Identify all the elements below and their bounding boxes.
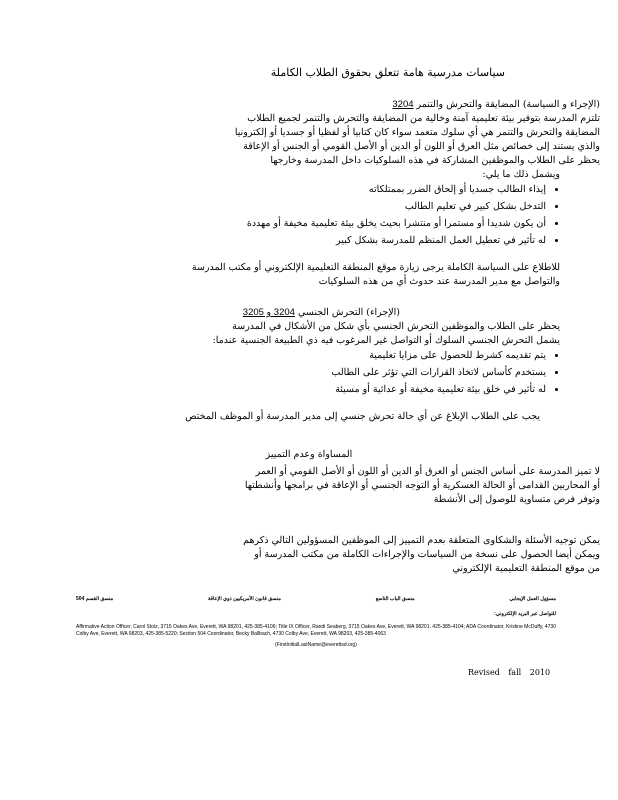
paragraph: أو المحاربين القدامى أو الحالة العسكرية أو التوجه الجنسي أو الإعاقة في برامجها وأنشطتها [244, 480, 600, 491]
heading-text: (الإجراء) التحرش الجنسي [297, 307, 400, 318]
paragraph: والذي يستند إلى خصائص مثل العرق أو اللون أو الدين أو الأصل القومي أو الجنس أو الإعاقة [243, 141, 600, 152]
contacts-footer [76, 596, 556, 649]
section-heading: المساواة وعدم التمييز [265, 449, 353, 460]
paragraph: ويمكن أيضا الحصول على نسخة من السياسات والإجراءات الكاملة من مكتب المدرسة أو [254, 549, 600, 560]
paragraph: يشمل التحرش الجنسي السلوك أو التواصل غير المرغوب فيه ذي الطبيعة الجنسية عندما: [212, 335, 560, 346]
list-item: • إيذاء الطالب جسديا أو إلحاق الضرر بممتلكاته [18, 183, 546, 196]
contact-roles-row [76, 596, 556, 603]
paragraph: للاطلاع على السياسة الكاملة يرجى زيارة موقع المنطقة التعليمية الإلكتروني أو مكتب المدرسة [191, 262, 560, 273]
list-item: • يستخدم كأساس لاتخاذ القرارات التي تؤثر على الطالب [18, 366, 546, 379]
contact-role: منسق قانون الأمريكيين ذوي الإعاقة [207, 596, 281, 602]
list-item: • التدخل بشكل كبير في تعليم الطالب [18, 200, 546, 213]
revision-date: Revised fall 2010 [468, 668, 551, 677]
section-heading [18, 98, 600, 111]
section-heading [18, 306, 400, 319]
section-contacts-intro [18, 534, 600, 576]
heading-text: (الإجراء و السياسة) المضايقة والتحرش والتنمر [416, 99, 600, 110]
paragraph: يحظر على الطلاب والموظفين التحرش الجنسي بأي شكل من الأشكال في المدرسة [232, 321, 560, 332]
paragraph: تلتزم المدرسة بتوفير بيئة تعليمية آمنة وخالية من المضايقة والتحرش والتنمر لجميع الطلاب [247, 113, 600, 124]
list-item: • له تأثير في تعطيل العمل المنظم للمدرسة بشكل كبير [18, 234, 546, 247]
paragraph: ويشمل ذلك ما يلي: [482, 169, 560, 180]
paragraph: المضايقة والتحرش والتنمر هي أي سلوك متعمد سواء كان كتابيا أو لفظيا أو جسديا أو إلكترونيا [234, 127, 600, 138]
contact-role: منسق الباب التاسع [375, 596, 415, 602]
policy-reference: 3204 و 3205 [242, 307, 295, 318]
bullet-list [18, 183, 560, 247]
contact-role: منسق القسم 504 [76, 596, 114, 602]
section-nondiscrimination [18, 448, 600, 507]
paragraph: يمكن توجيه الأسئلة والشكاوى المتعلقة بعدم التمييز إلى الموظفين المسؤولين التالي ذكرهم [243, 535, 600, 546]
list-item: • يتم تقديمه كشرط للحصول على مزايا تعليمية [18, 349, 546, 362]
policy-reference: 3204 [392, 99, 414, 110]
email-note: للتواصل عبر البريد الإلكتروني: [494, 611, 556, 617]
section-sexual-harassment [18, 306, 600, 424]
bullet-list [18, 349, 560, 396]
paragraph: يجب على الطلاب الإبلاغ عن أي حالة تحرش جنسي إلى مدير المدرسة أو الموظف المختص [185, 411, 540, 422]
list-item: • أن يكون شديدا أو مستمرا أو منتشرا بحيث يخلق بيئة تعليمية مخيفة أو مهددة [18, 217, 546, 230]
paragraph: والتواصل مع مدير المدرسة عند حدوث أي من هذه السلوكيات [318, 276, 560, 287]
contact-role: مسؤول العمل الإيجابي [509, 596, 556, 602]
paragraph: وتوفر فرص متساوية للوصول إلى الأنشطة [433, 494, 600, 505]
paragraph: يحظر على الطلاب والموظفين المشاركة في هذه السلوكيات داخل المدرسة وخارجها [270, 155, 600, 166]
contacts-english: Affirmative Action Officer, Carol Stolz, 3715 Oakes Ave, Everett, WA 98201, 425-385-4106; Title IX Officer, Randi Seaberg, 3715 Oakes Ave, Everett, WA 98201, 425-385-4104; ADA Coordinator, Kristine McDuffy, 4730 Colby Ave, Everett, WA 98203, 425-385-5220; Section 504 Coordinator, Becky Ballbach, 4730 Colby Ave, Everett, WA 98203, 425-385-4063 [76, 624, 556, 637]
paragraph: من موقع المنطقة التعليمية الإلكتروني [452, 563, 600, 574]
document-title: سياسات مدرسية هامة تتعلق بحقوق الطلاب الكاملة [270, 66, 505, 79]
list-item: • له تأثير في خلق بيئة تعليمية مخيفة أو عدائية أو مسيئة [18, 383, 546, 396]
email-format: (FirstInitialLastName@everettsd.org) [275, 642, 357, 648]
paragraph: لا تميز المدرسة على أساس الجنس أو العرق أو الدين أو اللون أو الأصل القومي أو العمر [255, 466, 600, 477]
section-harassment [18, 98, 600, 289]
